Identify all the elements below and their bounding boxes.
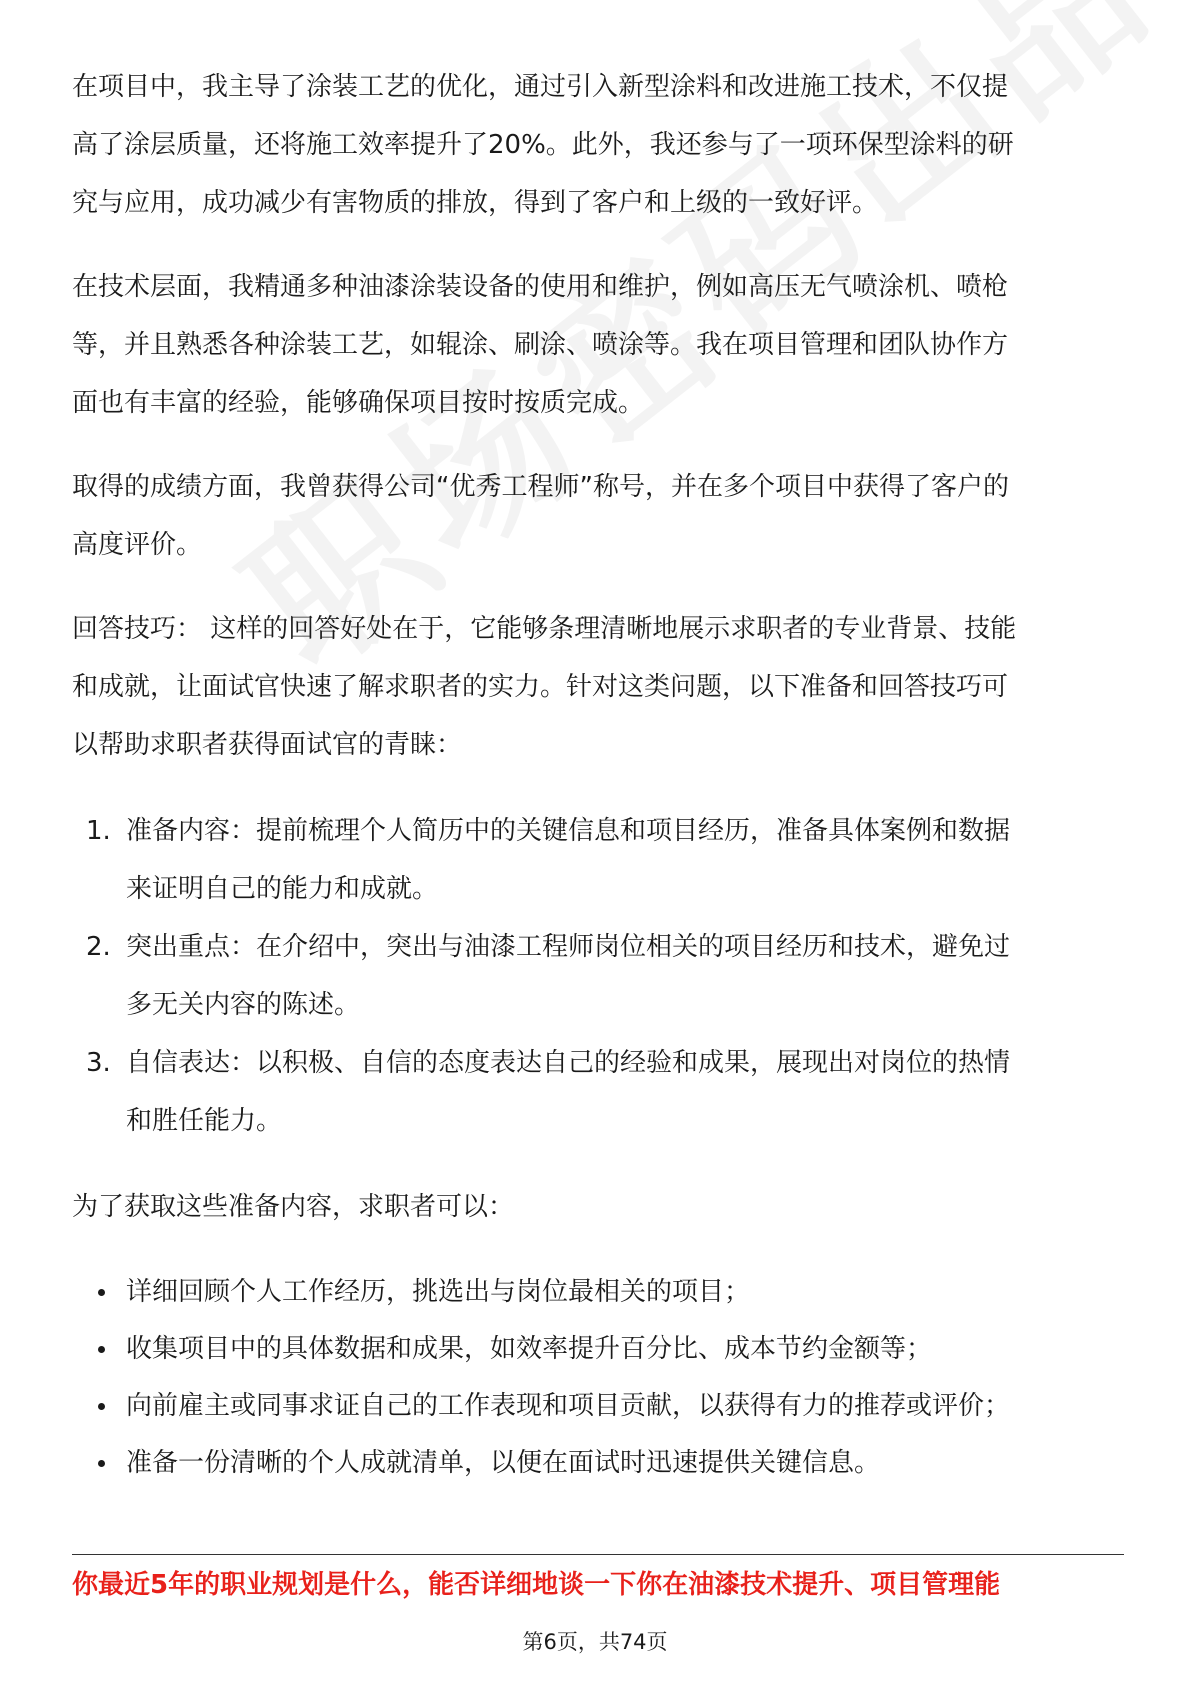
- list-item-line: 和胜任能力。: [126, 1106, 283, 1136]
- numbered-list: [72, 802, 1122, 1150]
- text-line: 面也有丰富的经验，能够确保项目按时按质完成。: [72, 388, 645, 418]
- list-item: [72, 802, 1122, 918]
- list-item: [72, 918, 1122, 1034]
- text-line: 回答技巧： 这样的回答好处在于，它能够条理清晰地展示求职者的专业背景、技能: [72, 614, 1017, 644]
- bullet-item: 收集项目中的具体数据和成果，如效率提升百分比、成本节约金额等；: [72, 1321, 1122, 1378]
- paragraph-project: [72, 58, 1122, 232]
- text-line: 究与应用，成功减少有害物质的排放，得到了客户和上级的一致好评。: [72, 188, 879, 218]
- bullet-item: 准备一份清晰的个人成就清单，以便在面试时迅速提供关键信息。: [72, 1435, 1122, 1492]
- page-number: 第6页，共74页: [522, 1630, 668, 1654]
- text-line: 在技术层面，我精通多种油漆涂装设备的使用和维护，例如高压无气喷涂机、喷枪: [72, 272, 1009, 302]
- list-item-line: 准备内容：提前梳理个人简历中的关键信息和项目经历，准备具体案例和数据: [126, 816, 1011, 846]
- list-item-line: 多无关内容的陈述。: [126, 990, 361, 1020]
- text-line: 高了涂层质量，还将施工效率提升了20%。此外，我还参与了一项环保型涂料的研: [72, 130, 1014, 160]
- list-item-line: 突出重点：在介绍中，突出与油漆工程师岗位相关的项目经历和技术，避免过: [126, 932, 1011, 962]
- bullet-list: [72, 1264, 1122, 1492]
- text-line: 以帮助求职者获得面试官的青睐：: [72, 730, 463, 760]
- list-number: 2.: [86, 932, 111, 962]
- section-divider: [72, 1554, 1124, 1555]
- list-item: [72, 1034, 1122, 1150]
- list-item-line: 自信表达：以积极、自信的态度表达自己的经验和成果，展现出对岗位的热情: [126, 1048, 1011, 1078]
- paragraph-answer-tips: [72, 600, 1122, 774]
- next-question-heading: 你最近5年的职业规划是什么，能否详细地谈一下你在油漆技术提升、项目管理能: [72, 1570, 1001, 1600]
- text-line: 等，并且熟悉各种涂装工艺，如辊涂、刷涂、喷涂等。我在项目管理和团队协作方: [72, 330, 1009, 360]
- text-line: 取得的成绩方面，我曾获得公司“优秀工程师”称号，并在多个项目中获得了客户的: [72, 472, 1009, 502]
- list-number: 1.: [86, 816, 111, 846]
- bullet-item: 详细回顾个人工作经历，挑选出与岗位最相关的项目；: [72, 1264, 1122, 1321]
- list-item-line: 来证明自己的能力和成就。: [126, 874, 439, 904]
- paragraph-preparation-intro: 为了获取这些准备内容，求职者可以：: [72, 1192, 515, 1222]
- paragraph-technical: [72, 258, 1122, 432]
- page-content: [72, 58, 1122, 1492]
- text-line: 高度评价。: [72, 530, 203, 560]
- paragraph-achievements: [72, 458, 1122, 574]
- list-number: 3.: [86, 1048, 111, 1078]
- text-line: 在项目中，我主导了涂装工艺的优化，通过引入新型涂料和改进施工技术，不仅提: [72, 72, 1009, 102]
- text-line: 和成就，让面试官快速了解求职者的实力。针对这类问题，以下准备和回答技巧可: [72, 672, 1009, 702]
- bullet-item: 向前雇主或同事求证自己的工作表现和项目贡献，以获得有力的推荐或评价；: [72, 1378, 1122, 1435]
